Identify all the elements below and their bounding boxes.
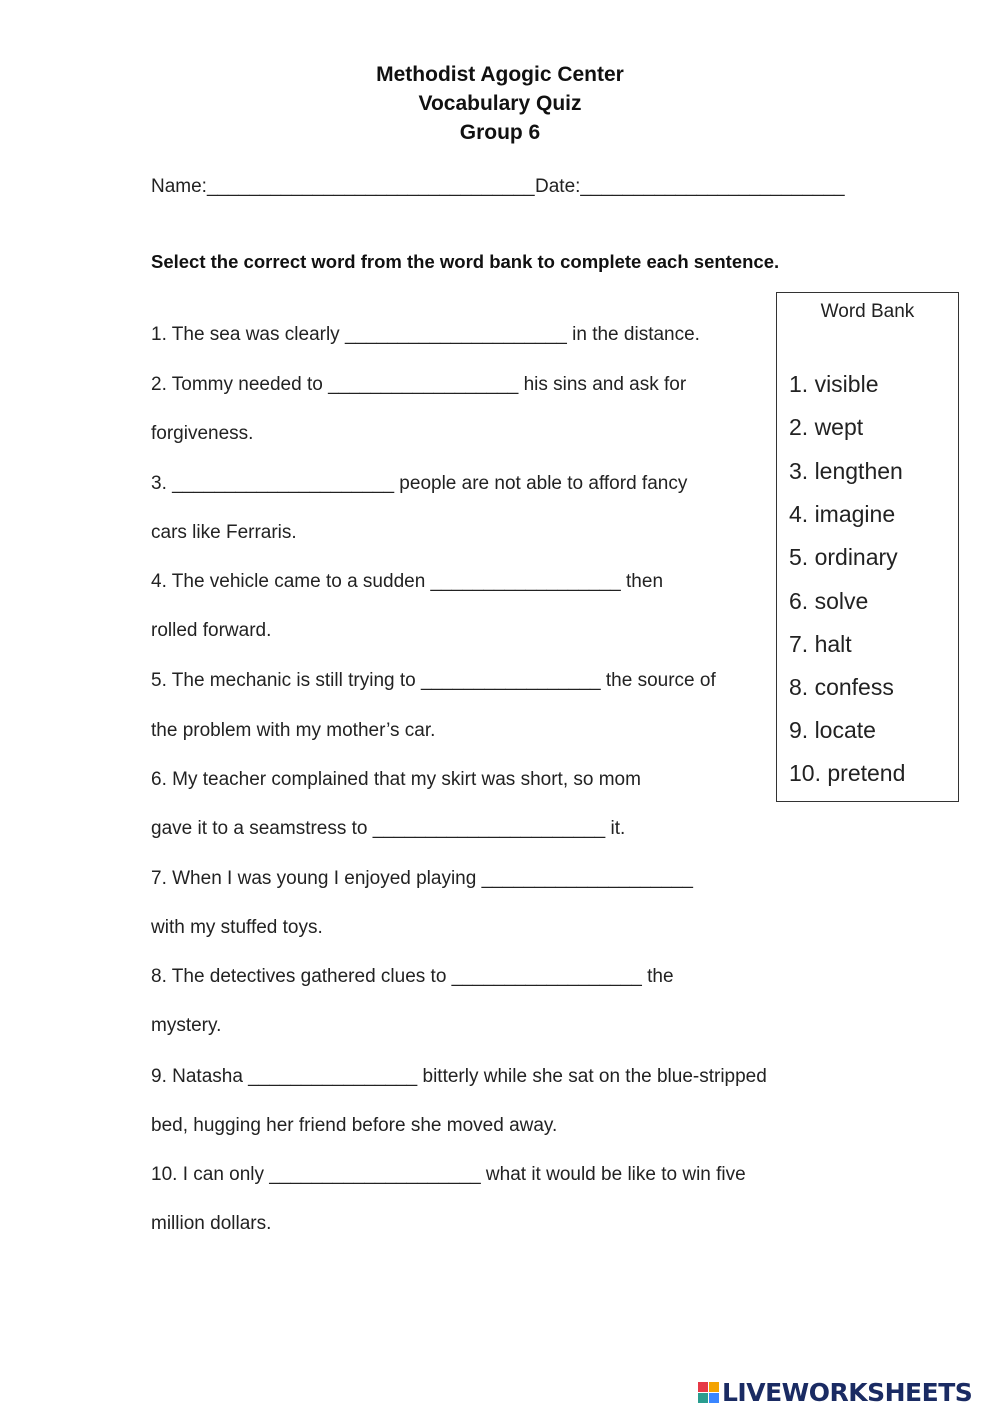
word-bank-item: 1. visible: [789, 371, 879, 397]
question-line: cars like Ferraris.: [151, 522, 297, 543]
question-line: 9. Natasha ________________ bitterly while she sat on the blue-stripped: [151, 1066, 767, 1087]
word-bank-item: 3. lengthen: [789, 458, 903, 484]
question-line: 10. I can only ____________________ what it would be like to win five: [151, 1164, 746, 1185]
word-bank-item: 10. pretend: [789, 760, 906, 786]
question-line: 6. My teacher complained that my skirt was short, so mom: [151, 769, 641, 790]
question-line: gave it to a seamstress to ______________________ it.: [151, 818, 626, 839]
question-line: 7. When I was young I enjoyed playing ____________________: [151, 868, 693, 889]
document-header: [0, 60, 1000, 147]
logo-mark-icon: [698, 1382, 720, 1406]
name-field[interactable]: Name:_______________________________: [151, 176, 535, 197]
question-line: 3. _____________________ people are not able to afford fancy: [151, 473, 688, 494]
question-line: the problem with my mother’s car.: [151, 720, 436, 741]
question-line: rolled forward.: [151, 620, 272, 641]
logo-text: LIVEWORKSHEETS: [722, 1378, 973, 1407]
question-line: 1. The sea was clearly _____________________ in the distance.: [151, 324, 700, 345]
word-bank-item: 9. locate: [789, 717, 876, 743]
instructions: Select the correct word from the word bank to complete each sentence.: [151, 251, 780, 272]
quiz-title: Vocabulary Quiz: [418, 92, 582, 115]
word-bank-title: Word Bank: [820, 301, 915, 322]
question-line: bed, hugging her friend before she moved away.: [151, 1115, 558, 1136]
word-bank-item: 5. ordinary: [789, 544, 898, 570]
word-bank-item: 4. imagine: [789, 501, 896, 527]
date-field[interactable]: Date:_________________________: [535, 176, 845, 197]
word-bank-item: 6. solve: [789, 588, 869, 614]
liveworksheets-logo: [698, 1376, 998, 1412]
school-name: Methodist Agogic Center: [376, 63, 624, 86]
question-line: forgiveness.: [151, 423, 254, 444]
question-line: 4. The vehicle came to a sudden __________________ then: [151, 571, 664, 592]
question-line: million dollars.: [151, 1213, 272, 1234]
question-line: with my stuffed toys.: [151, 917, 323, 938]
question-line: 5. The mechanic is still trying to _________________ the source of: [151, 670, 716, 691]
question-line: mystery.: [151, 1015, 222, 1036]
word-bank-item: 2. wept: [789, 414, 864, 440]
word-bank-item: 8. confess: [789, 674, 894, 700]
word-bank-item: 7. halt: [789, 631, 852, 657]
word-bank: [776, 292, 959, 802]
question-line: 2. Tommy needed to __________________ his sins and ask for: [151, 374, 687, 395]
group-label: Group 6: [459, 121, 541, 144]
question-line: 8. The detectives gathered clues to __________________ the: [151, 966, 674, 987]
